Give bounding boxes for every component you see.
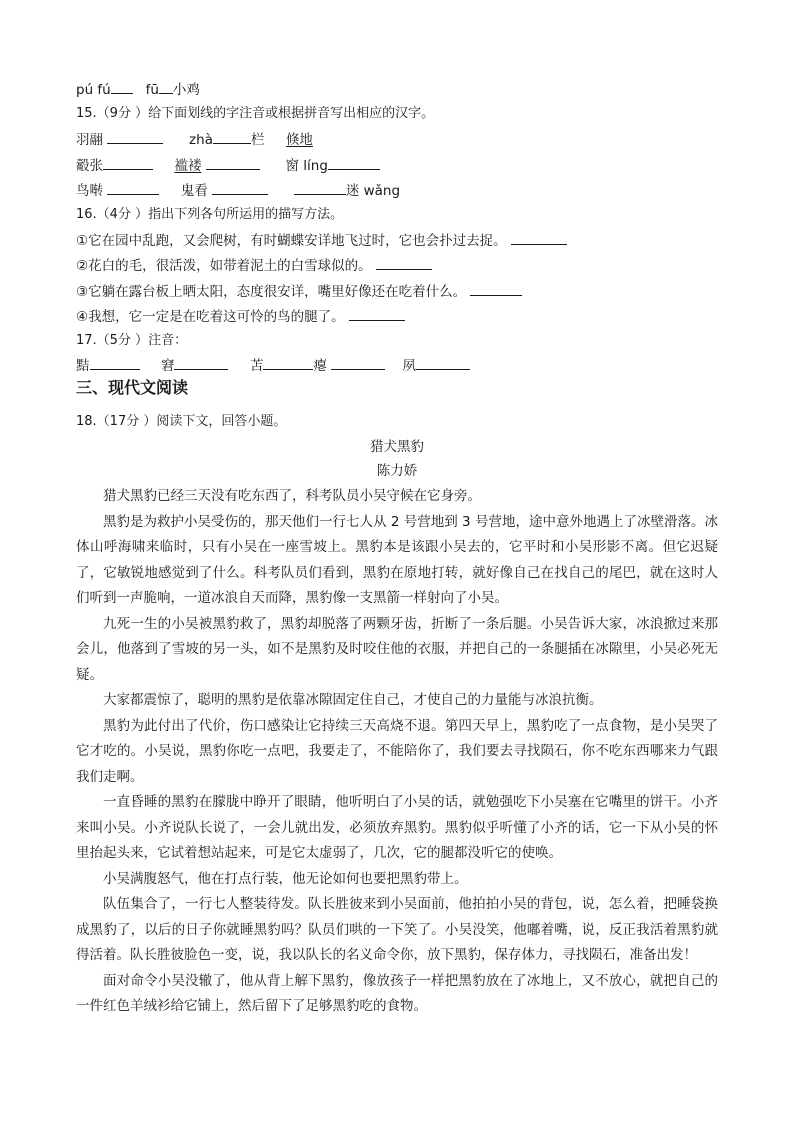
pinyin-text: pú fú <box>76 82 111 98</box>
q15-row-2 <box>76 156 718 175</box>
q17-char: 黠 <box>76 358 90 374</box>
q17-char: 夙 <box>402 358 416 374</box>
article-body <box>76 484 718 1020</box>
blank <box>107 181 159 195</box>
q15-row-1 <box>76 130 718 149</box>
question-18-title: 18.（17分 ）阅读下文，回答小题。 <box>76 414 287 429</box>
q16-item-4 <box>76 307 718 326</box>
blank <box>376 256 432 270</box>
blank <box>328 156 380 170</box>
blank <box>263 356 313 370</box>
q16-text: ③它躺在露台板上晒太阳，态度很安详，嘴里好像还在吃着什么。 <box>76 284 467 300</box>
q15-term: 羽翮 <box>76 132 103 148</box>
paragraph: 黑豹是为救护小吴受伤的，那天他们一行七人从 2 号营地到 3 号营地，途中意外地遇上了冰壁滑落。冰体山呼海啸来临时，只有小吴在一座雪坡上。黑豹本是该跟小吴去的，它平时和小吴形影不离。但它迟疑了，它敏锐地感觉到了什么。科考队员们看到，黑豹在原地打转，就好像自己在找自己的尾巴，就在这时人们听到一声脆响，一道冰浪自天而降，黑豹像一支黑箭一样射向了小吴。 <box>76 513 718 606</box>
q15-term: 鬼看 <box>180 183 208 199</box>
paragraph: 黑豹为此付出了代价，伤口感染让它持续三天高烧不退。第四天早上，黑豹吃了一点食物，是小吴哭了它才吃的。小吴说，黑豹你吃一点吧，我要走了，不能陪你了，我们要去寻找陨石，你不吃东西哪来力气跟我们走啊。 <box>76 717 718 785</box>
blank <box>416 356 470 370</box>
blank <box>159 80 173 94</box>
q17-row <box>76 356 718 375</box>
q15-term: 栏 <box>250 132 265 148</box>
paragraph: 九死一生的小吴被黑豹救了，黑豹却脱落了两颗牙齿，折断了一条后腿。小吴告诉大家，冰浪掀过来那会儿，他落到了雪坡的另一头，如不是黑豹及时咬住他的衣服，并把自己的一条腿插在冰隙里，小吴必死无疑。 <box>76 615 718 683</box>
blank <box>107 130 163 144</box>
q16-item-3 <box>76 282 718 301</box>
question-17-title: 17.（5分 ）注音： <box>76 333 188 348</box>
question-16-title: 16.（4分 ）指出下列各句所运用的描写方法。 <box>76 207 344 222</box>
q16-text: ④我想，它一定是在吃着这可怜的鸟的腿了。 <box>76 309 345 325</box>
q15-term: zhà <box>189 132 213 148</box>
blank <box>174 356 228 370</box>
paragraph: 猎犬黑豹已经三天没有吃东西了，科考队员小吴守候在它身旁。 <box>103 488 481 504</box>
blank <box>212 181 268 195</box>
q16-item-2 <box>76 256 718 275</box>
q16-text: ①它在园中乱跑，又会爬树，有时蝴蝶安详地飞过时，它也会扑过去捉。 <box>76 233 507 249</box>
q15-term: 倏地 <box>285 132 313 148</box>
q15-term: 褴褛 <box>174 158 202 174</box>
paragraph: 一直昏睡的黑豹在朦胧中睁开了眼睛，他听明白了小吴的话，就勉强吃下小吴塞在它嘴里的饼干。小齐来叫小吴。小齐说队长说了，一会儿就出发，必须放弃黑豹。黑豹似乎听懂了小齐的话，它一下从小吴的怀里抬起头来，它试着想站起来，可是它太虚弱了，几次，它的腿都没听它的使唤。 <box>76 794 718 861</box>
q16-item-1 <box>76 231 718 250</box>
q15-row-3 <box>76 181 718 200</box>
blank <box>294 181 346 195</box>
blank <box>111 80 133 94</box>
blank <box>331 356 385 370</box>
blank <box>90 356 140 370</box>
q17-char: 苫 <box>249 358 264 374</box>
paragraph: 面对命令小吴没辙了，他从背上解下黑豹，像放孩子一样把黑豹放在了冰地上，又不放心，就把自己的一件红色羊绒衫给它铺上，然后留下了足够黑豹吃的食物。 <box>76 972 718 1014</box>
q15-term: 迷 wǎng <box>345 183 401 199</box>
section-heading: 三、现代文阅读 <box>76 378 189 397</box>
question-15-title: 15.（9分 ）给下面划线的字注音或根据拼音写出相应的汉字。 <box>76 106 435 121</box>
paragraph: 小吴满腹怒气，他在打点行装，他无论如何也要把黑豹带上。 <box>103 870 468 887</box>
blank <box>349 307 405 321</box>
q16-text: ②花白的毛，很活泼，如带着泥土的白雪球似的。 <box>76 258 372 274</box>
pinyin-text: 小鸡 <box>172 82 200 98</box>
q15-term: 窗 líng <box>285 158 328 174</box>
blank <box>103 156 153 170</box>
blank <box>470 282 522 296</box>
article-title: 猎犬黑豹 <box>370 439 424 455</box>
paragraph: 队伍集合了，一行七人整装待发。队长胜彼来到小吴面前，他拍拍小吴的背包，说，怎么着，把睡袋换成黑豹了，以后的日子你就睡黑豹吗？队员们哄的一下笑了。小吴没笑，他嘟着嘴，说，反正我活着黑豹就得活着。队长胜彼脸色一变，说，我以队长的名义命令你，放下黑豹，保存体力，寻找陨石，准备出发！ <box>76 896 718 963</box>
q17-char: 窘 <box>160 358 175 374</box>
pinyin-text: fū <box>145 82 159 98</box>
pinyin-line <box>76 80 718 99</box>
q15-term: 鸟啭 <box>76 183 103 199</box>
blank <box>511 231 567 245</box>
paragraph: 大家都震惊了，聪明的黑豹是依靠冰隙固定住自己，才使自己的力量能与冰浪抗衡。 <box>103 692 603 708</box>
q15-term: 觳张 <box>76 158 103 174</box>
q17-char: 瘪 <box>313 358 327 374</box>
blank <box>206 156 260 170</box>
blank <box>213 130 251 144</box>
article-author: 陈力娇 <box>376 463 418 479</box>
